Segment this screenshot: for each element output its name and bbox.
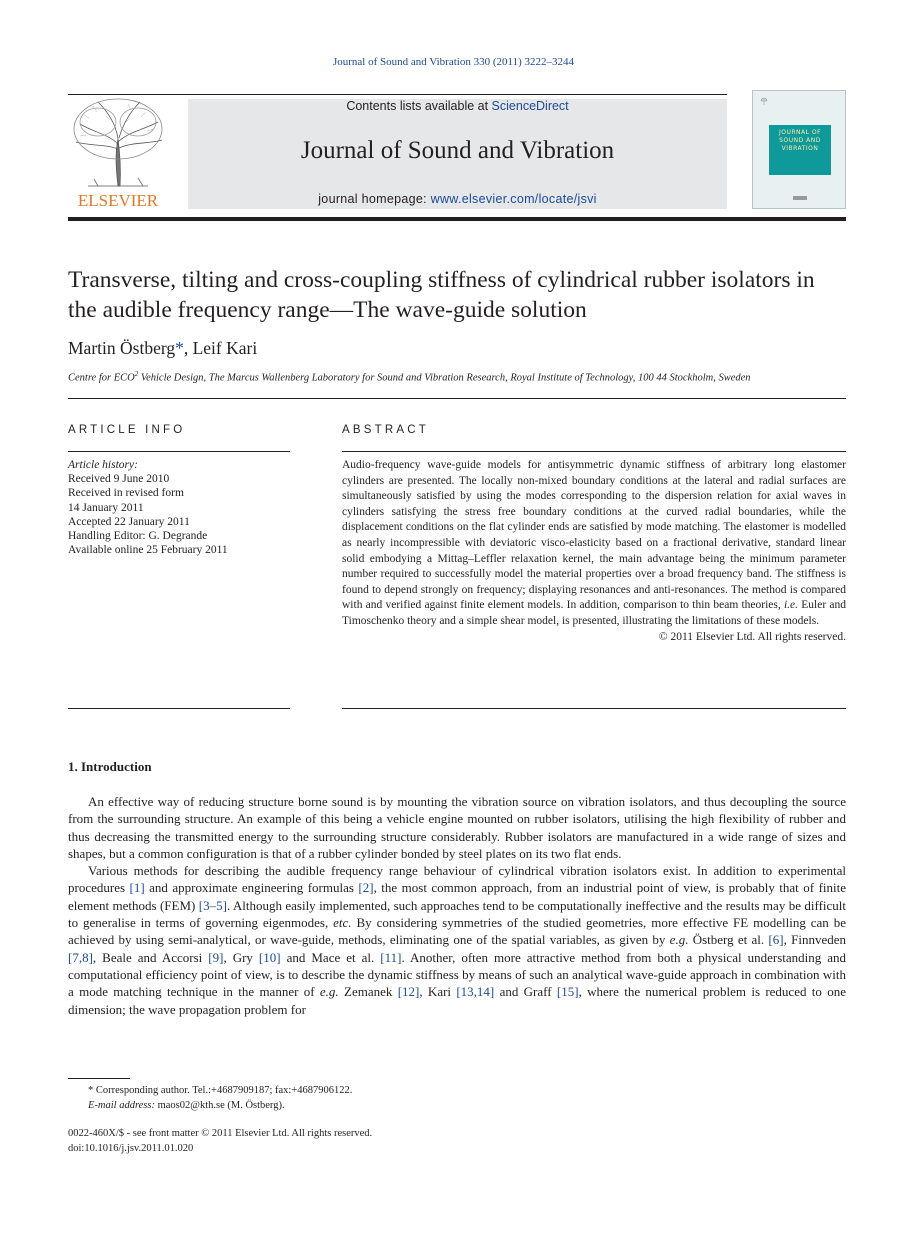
affiliation-rule <box>68 398 846 399</box>
author-separator: , <box>183 338 193 358</box>
introduction-body <box>68 793 846 1018</box>
ref-7-8[interactable]: [7,8] <box>68 949 93 965</box>
cover-bottom-mark <box>793 195 807 203</box>
article-info-bottom-rule <box>68 708 290 709</box>
homepage-link[interactable]: www.elsevier.com/locate/jsvi <box>430 192 597 206</box>
ref-2[interactable]: [2] <box>358 880 374 896</box>
contents-line <box>188 99 727 113</box>
elsevier-logo <box>68 94 168 209</box>
header-thick-rule <box>68 217 846 221</box>
history-title: Article history: <box>68 459 138 471</box>
section-heading-introduction: 1. Introduction <box>68 759 152 774</box>
sciencedirect-link[interactable]: ScienceDirect <box>491 99 569 113</box>
abstract-heading: ABSTRACT <box>342 424 429 436</box>
contents-prefix: Contents lists available at <box>346 99 492 113</box>
history-item: Received 9 June 2010 <box>68 473 170 486</box>
author-line <box>68 338 257 359</box>
history-item: Received in revised form <box>68 487 184 500</box>
intro-paragraph-1: An effective way of reducing structure borne sound is by mounting the vibration source on vibration isolators, and thus decoupling the source from the surrounding structure. An example of this being a vehicle engine mounted on rubber isolators, utilising the high flexibility of rubber and thus decreasing the transmitted energy to the surrounding structure considerably. Rubber isolators are manufactured in a wide range of sizes and shapes, but a common configuration is that of a rubber cylinder bonded by steel plates on its two flat ends. <box>68 794 846 861</box>
doi-line[interactable]: doi:10.1016/j.jsv.2011.01.020 <box>68 1143 194 1154</box>
cover-logo-icon <box>793 195 807 201</box>
ref-6[interactable]: [6] <box>768 932 784 948</box>
ref-1[interactable]: [1] <box>129 880 145 896</box>
ref-10[interactable]: [10] <box>258 949 281 965</box>
history-item: Available online 25 February 2011 <box>68 544 228 557</box>
history-item: 14 January 2011 <box>68 501 144 514</box>
publisher-name: ELSEVIER <box>77 191 159 209</box>
cover-publisher-mark <box>759 96 769 108</box>
homepage-prefix: journal homepage: <box>318 192 431 206</box>
abstract-copyright: © 2011 Elsevier Ltd. All rights reserved. <box>658 630 846 643</box>
corresponding-author-note: * Corresponding author. Tel.:+4687909187; fax:+4687906122. <box>88 1085 353 1096</box>
masthead-rule <box>68 94 727 95</box>
abstract-bottom-rule <box>342 708 846 709</box>
ref-11[interactable]: [11] <box>380 949 402 965</box>
article-info-heading: ARTICLE INFO <box>68 424 186 436</box>
ref-3-5[interactable]: [3–5] <box>198 897 227 913</box>
journal-name: Journal of Sound and Vibration <box>300 137 615 164</box>
author-ostberg[interactable]: Martin Östberg <box>68 338 176 358</box>
ref-12[interactable]: [12] <box>397 984 420 1000</box>
issn-line: 0022-460X/$ - see front matter © 2011 Elsevier Ltd. All rights reserved. <box>68 1128 373 1139</box>
elsevier-tree-icon <box>68 94 168 209</box>
ref-13-14[interactable]: [13,14] <box>456 984 495 1000</box>
cover-title: JOURNAL OF SOUND AND VIBRATION <box>778 129 822 152</box>
bottom-meta <box>68 1126 372 1156</box>
footnote <box>68 1083 352 1113</box>
journal-cover-thumbnail[interactable] <box>752 90 846 209</box>
article-title: Transverse, tilting and cross-coupling stiffness of cylindrical rubber isolators in the audible frequency range—The wave-guide solution <box>68 267 815 323</box>
email-address[interactable]: maos02@kth.se (M. Östberg). <box>154 1100 285 1111</box>
article-history <box>68 458 290 557</box>
ref-15[interactable]: [15] <box>556 984 579 1000</box>
corresponding-mark[interactable]: * <box>175 338 184 358</box>
tree-icon <box>759 96 769 106</box>
email-note: E-mail address: maos02@kth.se (M. Östberg). <box>88 1100 285 1111</box>
abstract-body: Audio-frequency wave-guide models for antisymmetric dynamic stiffness of arbitrary long elastomer cylinders are presented. The locally non-mixed boundary conditions at the lateral and radial surfaces are simultaneously satisfied by using the modes corresponding to the dispersion relation for axial waves in cylinders satisfying the stress free boundary conditions at the curved radial boundaries, while the displacement conditions on the flat cylinder ends are satisfied by mode matching. The elastomer is modelled as nearly incompressible with deviatoric visco-elasticity based on a fractional derivative, standard linear solid embodying a Mittag–Leffler relaxation kernel, the main advantage being the minimum parameter number required to successfully model the material properties over a broad frequency band. The stiffness is found to depend strongly on frequency; displaying resonances and anti-resonances. The method is compared with and verified against finite element models. In addition, comparison to thin beam theories, i.e. Euler and Timoschenko theory and a simple shear model, is presented, illustrating the limitations of these models. © 2011 Elsevier Ltd. All rights reserved. <box>342 458 846 645</box>
footnote-rule <box>68 1078 130 1079</box>
article-info-top-rule <box>68 451 290 452</box>
history-item: Accepted 22 January 2011 <box>68 515 190 528</box>
citation-line[interactable]: Journal of Sound and Vibration 330 (2011) 3222–3244 <box>332 56 574 68</box>
affiliation: Centre for ECO$^2$ Vehicle Design, The Marcus Wallenberg Laboratory for Sound and Vibration Research, Royal Institute of Technology, 100 44 Stockholm, Sweden <box>68 370 751 384</box>
history-item: Handling Editor: G. Degrande <box>68 530 208 543</box>
ref-9[interactable]: [9] <box>208 949 224 965</box>
abstract-top-rule <box>342 451 846 452</box>
intro-paragraph-2: Various methods for describing the audible frequency range behaviour of cylindrical vibration isolators exist. In addition to experimental procedures [1] and approximate engineering formulas [2], the most common approach, from an industrial point of view, is probably that of finite element methods (FEM) [3–5]. Although easily implemented, such approaches tend to be computationally ineffective and the results may be difficult to generalise in terms of governing eigenmodes, etc. By considering symmetries of the studied geometries, more effective FE modelling can be achieved by using semi-analytical, or wave-guide, methods, eliminating one of the spatial variables, as given by e.g. Östberg et al. [6], Finnveden [7,8], Beale and Accorsi [9], Gry [10] and Mace et al. [11]. Another, often more attractive method from both a physical understanding and computational efficiency point of view, is to describe the dynamic stiffness by means of such an analytical wave-guide approach in combination with a mode matching technique in the manner of e.g. Zemanek [12], Kari [13,14] and Graff [15], where the numerical problem is reduced to one dimension; the wave propagation problem for <box>68 863 847 1017</box>
homepage-line <box>188 192 727 206</box>
author-kari[interactable]: Leif Kari <box>192 338 258 358</box>
